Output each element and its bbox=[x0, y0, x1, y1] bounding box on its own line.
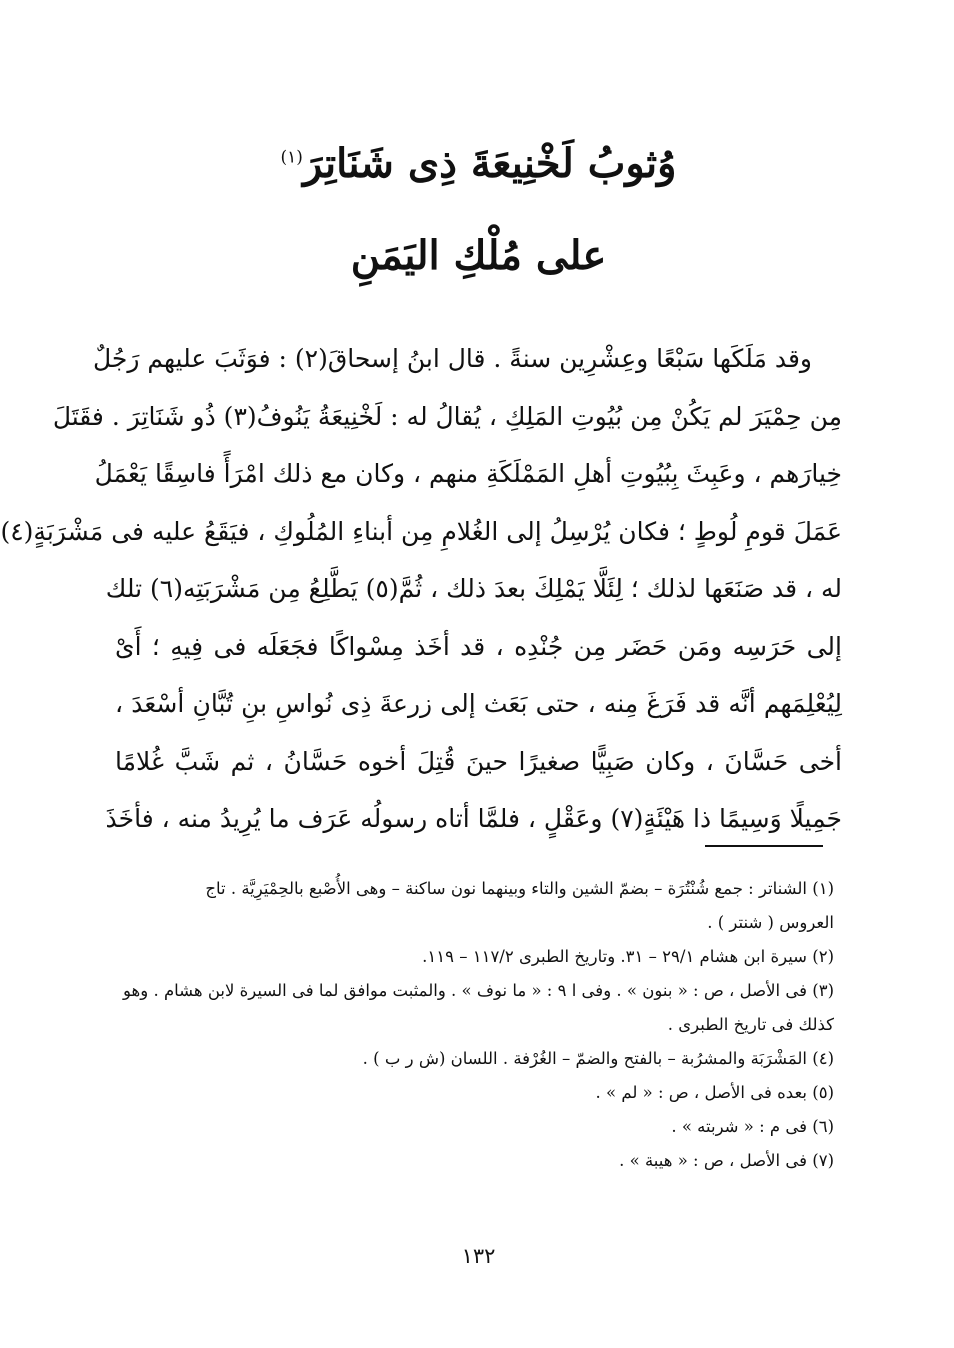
footnote-line: (٥) بعده فى الأصل ، ص : « لم » . bbox=[595, 1083, 834, 1102]
footnote bbox=[103, 872, 834, 940]
footnote-separator bbox=[705, 845, 823, 847]
footnote-line: العروس ( شنتر ) . bbox=[707, 913, 834, 932]
chapter-subtitle: على مُلْكِ اليَمَنِ bbox=[350, 232, 607, 279]
body-line: إلى حَرَسِه ومَن حَضَر مِن جُنْدِه ، قد أخَذ مِسْواكًا فجَعَلَه فى فِيهِ ؛ أَىْ bbox=[115, 631, 842, 661]
body-line: جَمِيلًا وَسِيمًا ذا هَيْئَةٍ(٧) وعَقْلٍ ، فلمَّا أتاه رسولُه عَرَف ما يُرِيدُ منه ، فأخَذَ bbox=[105, 804, 842, 833]
footnotes bbox=[103, 872, 834, 1178]
footnote-line: كذلك فى تاريخ الطبرى . bbox=[667, 1015, 834, 1034]
footnote-line: (٤) المَشْرَبَة والمشرُبة – بالفتح والضمّ – الغُرْفة . اللسان (ش ر ب ) . bbox=[362, 1049, 834, 1068]
body-line: أخى حَسَّانَ ، وكان صَبِيًّا صغيرًا حينَ قُتِلَ أخوه حَسَّانُ ، ثم شَبَّ غُلامًا bbox=[115, 746, 842, 776]
body-line: خِيارَهم ، وعَبِثَ بِبُيُوتِ أهلِ المَمْلَكَةِ منهم ، وكان مع ذلك امْرَأً فاسِقًا يَعْمَلُ bbox=[94, 459, 842, 488]
footnote-line: (٣) فى الأصل ، ص : « بنون » . وفى ا ٩ : « ما نوف » . والمثبت موافق لما فى السيرة لابن هشام . وهو bbox=[123, 981, 834, 1000]
body-text bbox=[0, 330, 842, 848]
footnote bbox=[103, 1042, 834, 1076]
footnote bbox=[103, 940, 834, 974]
page-number: ١٣٢ bbox=[461, 1244, 496, 1268]
body-line: له ، قد صَنَعَها لذلك ؛ لِئَلَّا يَمْلِكَ بعدَ ذلك ، ثُمَّ(٥) يَطَّلِعُ مِن مَشْرَبَتِه(٦) تلك bbox=[105, 574, 842, 603]
chapter-title-text: وُثوبُ لَخْنِيعَةَ ذِى شَنَاتِرَ bbox=[302, 140, 677, 187]
footnote-line: (٢) سيرة ابن هشام ٢٩/١ – ٣١. وتاريخ الطبرى ١١٧/٢ – ١١٩. bbox=[422, 947, 834, 966]
footnote bbox=[103, 1110, 834, 1144]
footnote-line: (٦) فى م : « شربته » . bbox=[671, 1117, 834, 1136]
body-line: لِيُعْلِمَهم أنَّه قد فَرَغَ مِنه ، حتى بَعَث إلى زرعةَ ذِى نُواسِ بنِ تُبَّانِ أسْعَدَ ، bbox=[115, 689, 842, 718]
chapter-title-footnote-ref: (١) bbox=[280, 147, 303, 168]
footnote-line: (٧) فى الأصل ، ص : « هيبة » . bbox=[619, 1151, 834, 1170]
body-line: مِن حِمْيَرَ لم يَكُنْ مِن بُيُوتِ المَلِكِ ، يُقالُ له : لَخْنِيعَةُ يَنُوفُ(٣) ذُو شَنَاتِرَ . فقَتَلَ bbox=[52, 401, 842, 431]
footnote bbox=[103, 1076, 834, 1110]
footnote-line: (١) الشناتر : جمع شُنْتُرَة – بضمّ الشين والتاء وبينهما نون ساكنة – وهى الأُصْبع بالحِمْيَرِيَّة . تاج bbox=[205, 879, 834, 898]
body-line: وقد مَلَكَها سَبْعًا وعِشْرِين سنةً . قال ابنُ إسحاقَ(٢) : فوَثَبَ عليهم رَجُلٌ bbox=[92, 344, 812, 373]
footnote bbox=[103, 1144, 834, 1178]
body-line: عَمَلَ قومِ لُوطٍ ؛ فكان يُرْسِلُ إلى الغُلامِ مِن أبناءِ المُلُوكِ ، فيَقَعُ عليه فى مَشْرَبَةٍ(٤) bbox=[0, 516, 842, 546]
footnote bbox=[103, 974, 834, 1042]
chapter-title bbox=[3, 140, 954, 188]
